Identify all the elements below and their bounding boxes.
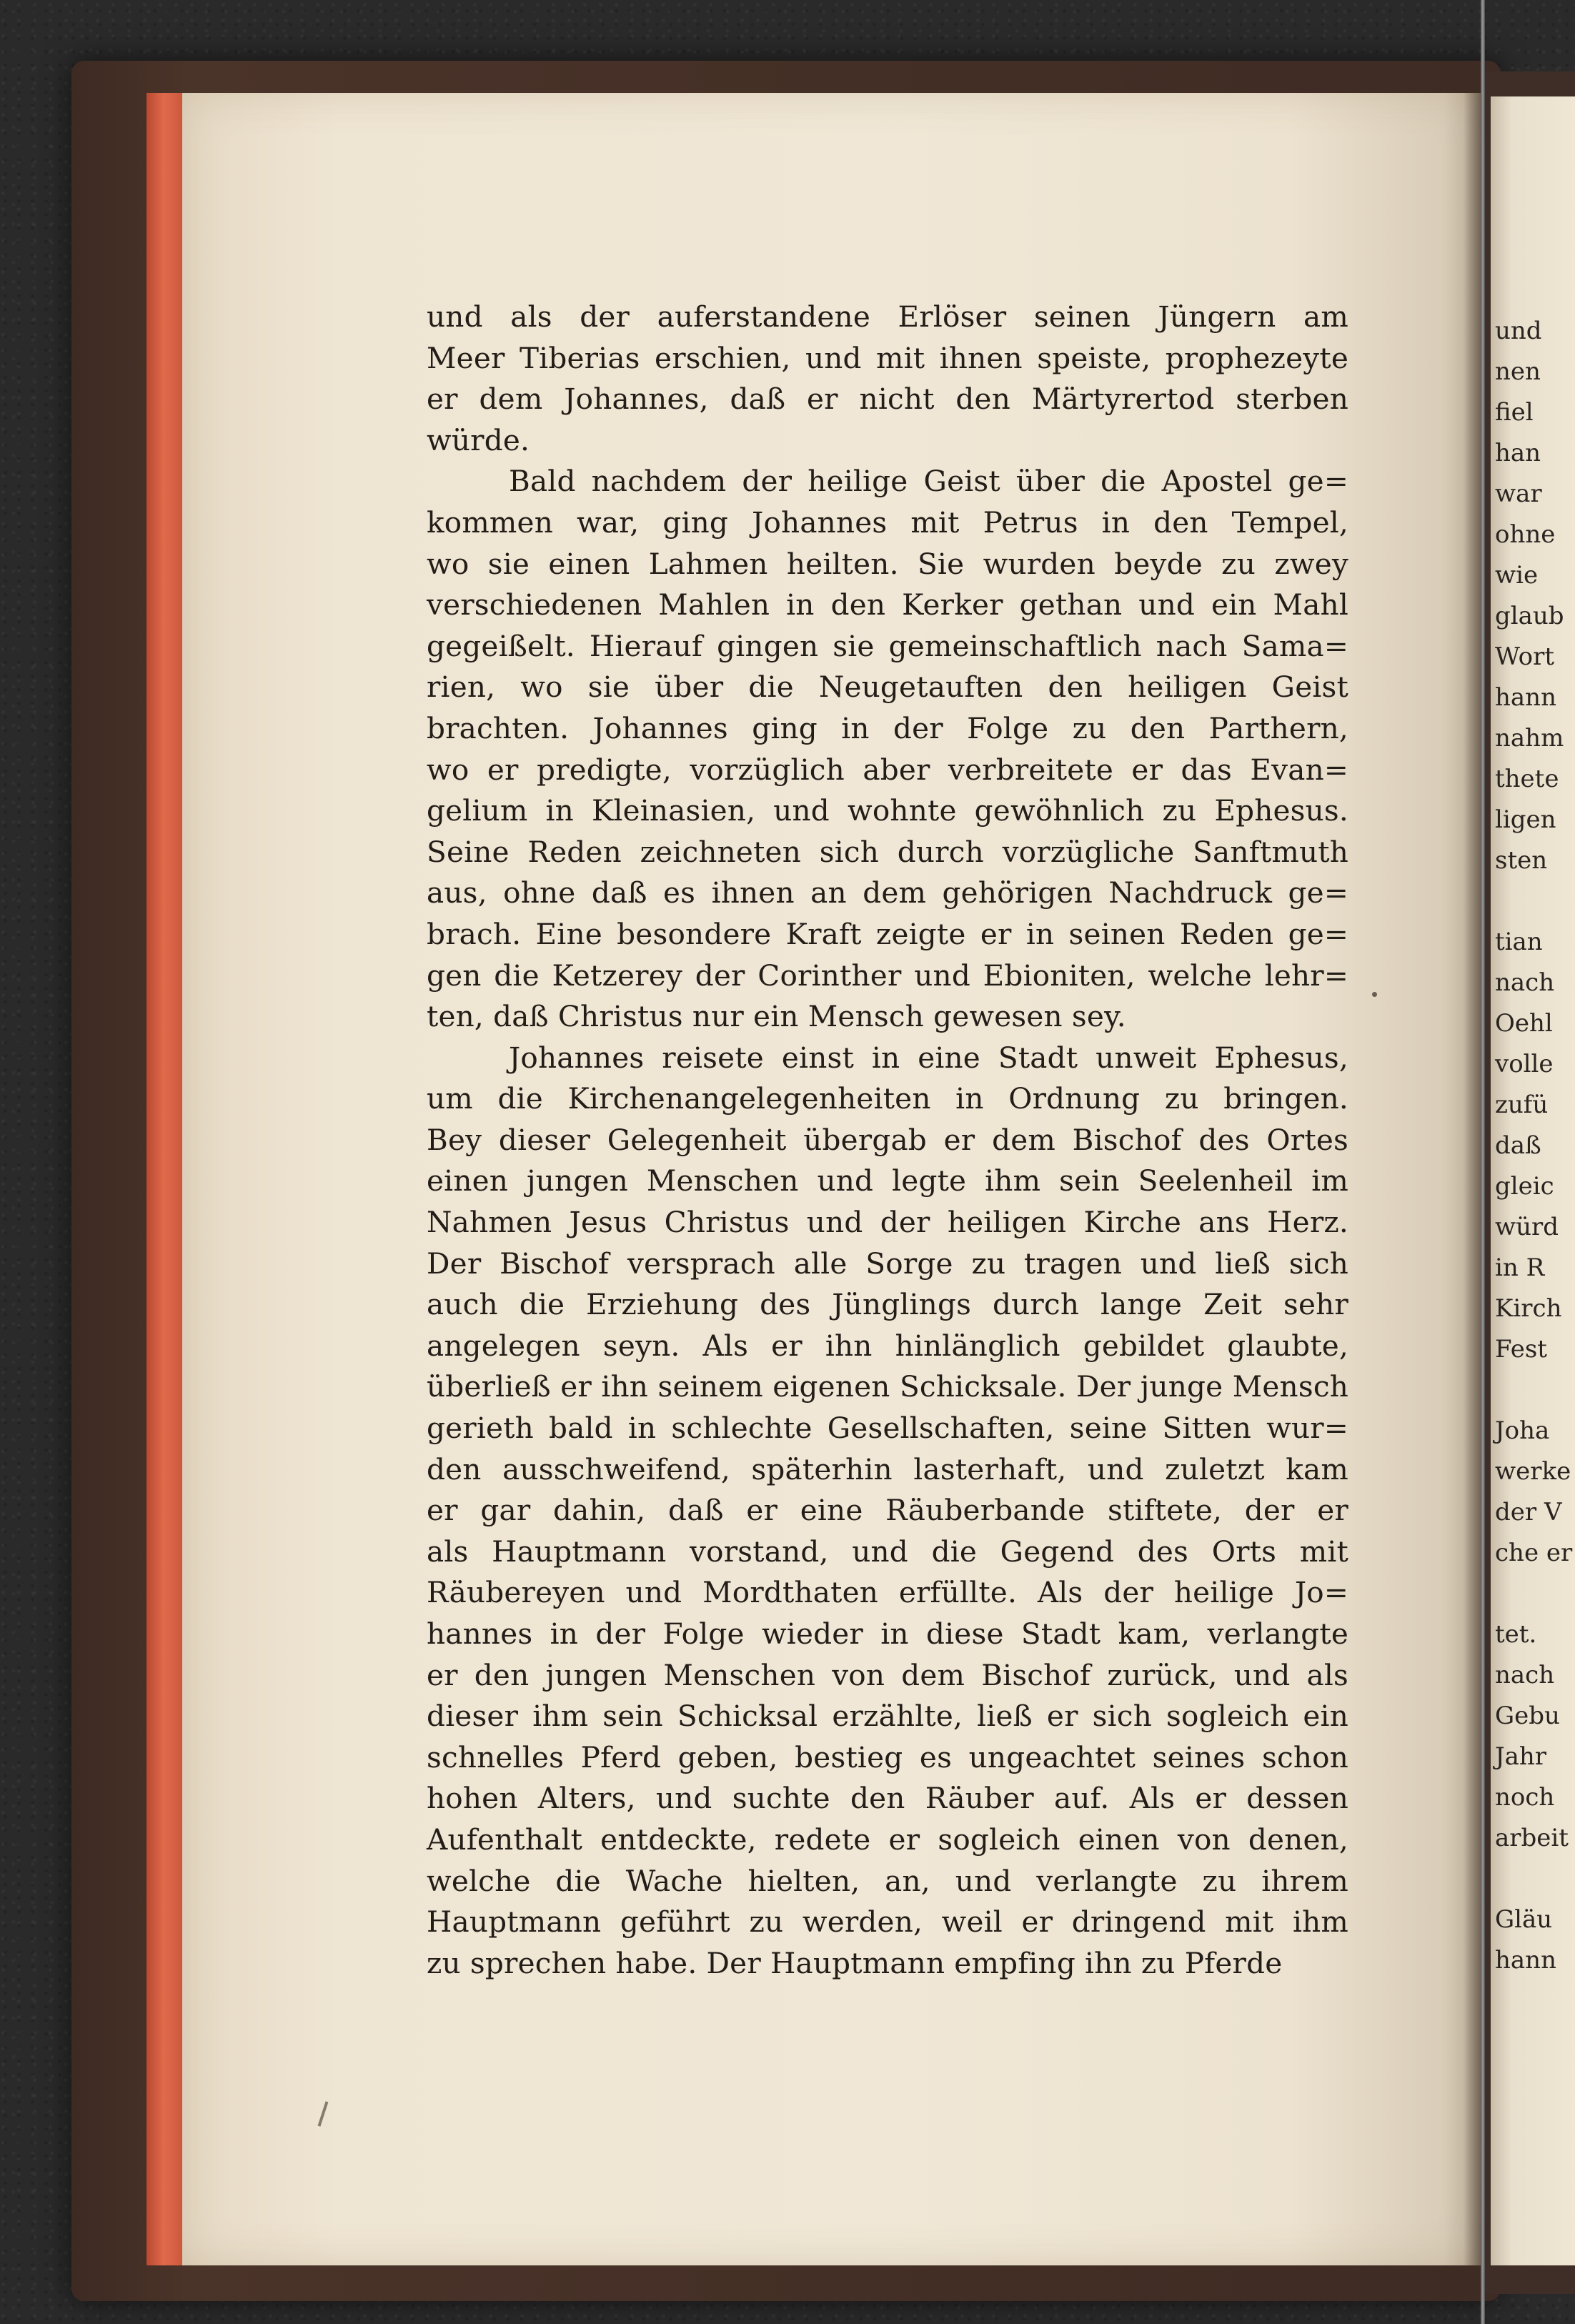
- text-line: Räubereyen und Mordthaten erfüllte. Als der heilige Jo=: [427, 1575, 1348, 1610]
- facing-page-fragment: zufü: [1495, 1091, 1549, 1119]
- facing-page-fragment: Gläu: [1495, 1905, 1553, 1934]
- text-line: Meer Tiberias erschien, und mit ihnen speiste, prophezeyte: [427, 340, 1348, 375]
- facing-page-fragment: daß: [1495, 1131, 1541, 1160]
- facing-page-fragment: Wort: [1495, 642, 1555, 671]
- text-line: Hauptmann geführt zu werden, weil er dringend mit ihm: [427, 1905, 1348, 1940]
- facing-page-fragment: nen: [1495, 357, 1541, 386]
- facing-page-fragment: Gebu: [1495, 1702, 1560, 1730]
- facing-page-fragment: Fest: [1495, 1335, 1547, 1364]
- facing-page-fragment: ohne: [1495, 520, 1556, 549]
- text-line: schnelles Pferd geben, bestieg es ungeachtet seines schon: [427, 1739, 1348, 1774]
- text-line: gen die Ketzerey der Corinther und Ebioniten, welche lehr=: [427, 958, 1348, 993]
- facing-page-fragment: [1495, 1859, 1572, 1900]
- facing-page-fragment: war: [1495, 480, 1542, 508]
- facing-page-fragment: hann: [1495, 683, 1556, 712]
- text-line: gegeißelt. Hierauf gingen sie gemeinschaftlich nach Sama=: [427, 628, 1348, 663]
- facing-page-fragment: werke: [1495, 1457, 1571, 1486]
- text-line: wo sie einen Lahmen heilten. Sie wurden beyde zu zwey: [427, 546, 1348, 581]
- text-line: den ausschweifend, späterhin lasterhaft, und zuletzt kam: [427, 1451, 1348, 1486]
- text-line: überließ er ihn seinem eigenen Schicksale. Der junge Mensch: [427, 1369, 1348, 1404]
- text-line: brachten. Johannes ging in der Folge zu den Parthern,: [427, 710, 1348, 745]
- text-line: auch die Erziehung des Jünglings durch lange Zeit sehr: [427, 1287, 1348, 1322]
- facing-page-fragment: würd: [1495, 1213, 1559, 1241]
- facing-page-fragment: sten: [1495, 846, 1548, 875]
- facing-page-fragment: nach: [1495, 1661, 1555, 1689]
- text-line: er dem Johannes, daß er nicht den Märtyrertod sterben: [427, 382, 1348, 417]
- text-line: Seine Reden zeichneten sich durch vorzügliche Sanftmuth: [427, 834, 1348, 869]
- text-line: Aufenthalt entdeckte, redete er sogleich einen von denen,: [427, 1822, 1348, 1857]
- facing-page-fragment: thete: [1495, 765, 1559, 793]
- text-line: brach. Eine besondere Kraft zeigte er in seinen Reden ge=: [427, 916, 1348, 951]
- facing-page-fragment: fiel: [1495, 398, 1534, 427]
- text-line: um die Kirchenangelegenheiten in Ordnung zu bringen.: [427, 1081, 1348, 1116]
- facing-page-fragment: ligen: [1495, 805, 1556, 834]
- text-line: er den jungen Menschen von dem Bischof zurück, und als: [427, 1657, 1348, 1692]
- text-line: wo er predigte, vorzüglich aber verbreitete er das Evan=: [427, 752, 1348, 787]
- facing-page-fragment: volle: [1495, 1050, 1554, 1078]
- text-line: ten, daß Christus nur ein Mensch gewesen sey.: [427, 999, 1126, 1034]
- text-line: Bey dieser Gelegenheit übergab er dem Bischof des Ortes: [427, 1122, 1348, 1157]
- text-line: gelium in Kleinasien, und wohnte gewöhnlich zu Ephesus.: [427, 793, 1348, 828]
- main-text-block: [427, 297, 1348, 1984]
- facing-page-fragment: noch: [1495, 1783, 1555, 1812]
- facing-page-fragment: und: [1495, 317, 1542, 345]
- text-line: gerieth bald in schlechte Gesellschaften, seine Sitten wur=: [427, 1411, 1348, 1446]
- facing-page-fragment: hann: [1495, 1946, 1556, 1975]
- facing-page-fragment: der V: [1495, 1498, 1562, 1526]
- text-line: rien, wo sie über die Neugetauften den heiligen Geist: [427, 670, 1348, 705]
- ink-dot: [1372, 992, 1377, 997]
- text-line: verschiedenen Mahlen in den Kerker gethan und ein Mahl: [427, 587, 1348, 622]
- facing-page-fragment: nach: [1495, 968, 1555, 997]
- text-line: Nahmen Jesus Christus und der heiligen Kirche ans Herz.: [427, 1205, 1348, 1240]
- text-line: Johannes reisete einst in eine Stadt unweit Ephesus,: [509, 1040, 1348, 1075]
- facing-page-fragment: Oehl: [1495, 1009, 1553, 1038]
- right-page: [1491, 96, 1575, 2265]
- facing-page-fragment: tet.: [1495, 1620, 1537, 1649]
- text-line: angelegen seyn. Als er ihn hinlänglich gebildet glaubte,: [427, 1328, 1348, 1363]
- text-line: welche die Wache hielten, an, und verlangte zu ihrem: [427, 1863, 1348, 1898]
- facing-page-fragment: [1495, 1370, 1572, 1411]
- facing-page-fragment: gleic: [1495, 1172, 1554, 1201]
- facing-page-fragment: han: [1495, 439, 1541, 467]
- text-line: dieser ihm sein Schicksal erzählte, ließ er sich sogleich ein: [427, 1699, 1348, 1734]
- text-line: kommen war, ging Johannes mit Petrus in den Tempel,: [427, 505, 1348, 540]
- text-line: zu sprechen habe. Der Hauptmann empfing ihn zu Pferde: [427, 1945, 1283, 1980]
- facing-page-fragment: Jahr: [1495, 1742, 1547, 1771]
- facing-page-fragment: [1495, 881, 1572, 922]
- facing-page-fragment: tian: [1495, 928, 1543, 956]
- scanner-clip: [1481, 0, 1485, 2324]
- text-line: würde.: [427, 422, 530, 457]
- facing-page-fragment: glaub: [1495, 602, 1564, 630]
- facing-page-fragment: Kirch: [1495, 1294, 1562, 1323]
- text-line: aus, ohne daß es ihnen an dem gehörigen Nachdruck ge=: [427, 875, 1348, 910]
- facing-page-fragment: in R: [1495, 1253, 1545, 1282]
- text-line: Der Bischof versprach alle Sorge zu tragen und ließ sich: [427, 1246, 1348, 1281]
- facing-page-fragment: arbeit: [1495, 1824, 1569, 1852]
- text-line: er gar dahin, daß er eine Räuberbande stiftete, der er: [427, 1493, 1348, 1528]
- facing-page-fragment: [1495, 1574, 1572, 1614]
- text-line: und als der auferstandene Erlöser seinen Jüngern am: [427, 299, 1348, 334]
- text-line: Bald nachdem der heilige Geist über die Apostel ge=: [509, 464, 1348, 499]
- text-line: hohen Alters, und suchte den Räuber auf. Als er dessen: [427, 1781, 1348, 1816]
- text-line: als Hauptmann vorstand, und die Gegend des Orts mit: [427, 1534, 1348, 1569]
- facing-page-text: [1495, 311, 1572, 1981]
- text-line: einen jungen Menschen und legte ihm sein Seelenheil im: [427, 1163, 1348, 1198]
- text-line: hannes in der Folge wieder in diese Stadt kam, verlangte: [427, 1617, 1348, 1651]
- facing-page-fragment: Joha: [1495, 1416, 1550, 1445]
- facing-page-fragment: wie: [1495, 561, 1539, 590]
- facing-page-fragment: nahm: [1495, 724, 1564, 753]
- facing-page-fragment: che er: [1495, 1539, 1573, 1567]
